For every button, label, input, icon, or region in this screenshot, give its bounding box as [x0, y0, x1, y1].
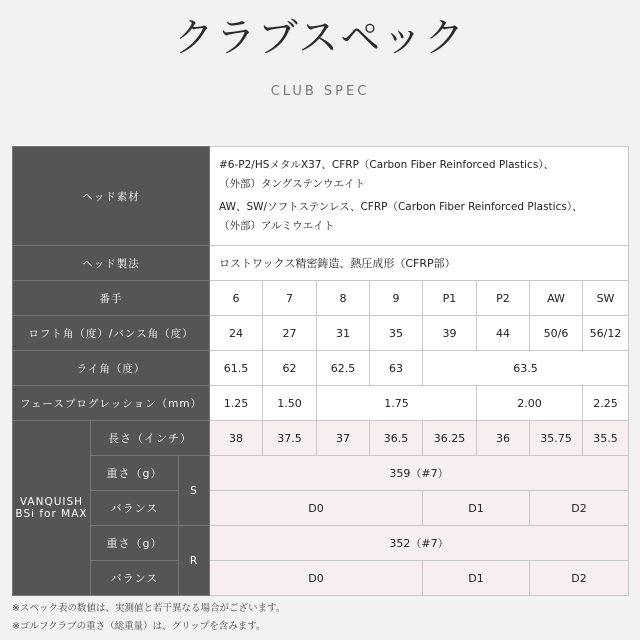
head-material-value	[210, 147, 629, 246]
face-progression-value: 1.25	[210, 386, 263, 421]
head-manufacturing-label: ヘッド製法	[13, 246, 210, 281]
club-number: 8	[317, 281, 370, 316]
r-weight-label: 重さ（g）	[91, 526, 179, 561]
loft-value: 35	[370, 316, 423, 351]
length-value: 36.25	[423, 421, 477, 456]
length-value: 36	[477, 421, 530, 456]
loft-value: 39	[423, 316, 477, 351]
page-title: クラブスペック	[173, 15, 467, 61]
row-lie-angle	[13, 351, 629, 386]
loft-value: 24	[210, 316, 263, 351]
row-r-weight	[13, 526, 629, 561]
loft-value: 50/6	[530, 316, 583, 351]
club-number: P1	[423, 281, 477, 316]
length-value: 35.75	[530, 421, 583, 456]
length-value: 38	[210, 421, 263, 456]
head-material-line2: （外部）タングステンウエイト	[219, 178, 365, 190]
footnote: ※ゴルフクラブの重さ（総重量）は、グリップを含みます。	[12, 621, 266, 632]
lie-value: 63	[370, 351, 423, 386]
loft-bounce-label: ロフト角（度）/バンス角（度）	[13, 316, 210, 351]
head-material-line1: #6-P2/HSメタルX37、CFRP（Carbon Fiber Reinforced Plastics）、	[219, 159, 555, 171]
flex-r-label: R	[179, 526, 210, 596]
s-weight-value: 359（#7）	[210, 456, 629, 491]
club-number: 9	[370, 281, 423, 316]
lie-value: 62.5	[317, 351, 370, 386]
length-label: 長さ（インチ）	[91, 421, 210, 456]
r-weight-value: 352（#7）	[210, 526, 629, 561]
r-balance-value: D1	[423, 561, 530, 596]
flex-s-label: S	[179, 456, 210, 526]
shaft-name	[13, 421, 91, 596]
face-progression-value: 2.00	[477, 386, 583, 421]
s-balance-value: D2	[530, 491, 629, 526]
r-balance-label: バランス	[91, 561, 179, 596]
row-head-material	[13, 147, 629, 246]
row-face-progression	[13, 386, 629, 421]
lie-value: 61.5	[210, 351, 263, 386]
row-club-numbers	[13, 281, 629, 316]
head-manufacturing-value: ロストワックス精密鋳造、熱圧成形（CFRP部）	[210, 246, 629, 281]
face-progression-value: 2.25	[583, 386, 629, 421]
face-progression-value: 1.50	[263, 386, 317, 421]
lie-value: 62	[263, 351, 317, 386]
club-number: SW	[583, 281, 629, 316]
lie-angle-label: ライ角（度）	[13, 351, 210, 386]
row-s-balance	[13, 491, 629, 526]
head-material-line3: AW、SW/ソフトステンレス、CFRP（Carbon Fiber Reinforced Plastics）、	[219, 201, 583, 213]
loft-value: 44	[477, 316, 530, 351]
footnote: ※スペック表の数値は、実測値と若干異なる場合がございます。	[12, 603, 286, 614]
r-balance-value: D2	[530, 561, 629, 596]
length-value: 37.5	[263, 421, 317, 456]
face-progression-label: フェースプログレッション（mm）	[13, 386, 210, 421]
s-balance-label: バランス	[91, 491, 179, 526]
face-progression-value: 1.75	[317, 386, 477, 421]
length-value: 35.5	[583, 421, 629, 456]
s-balance-value: D1	[423, 491, 530, 526]
row-s-weight	[13, 456, 629, 491]
loft-value: 31	[317, 316, 370, 351]
length-value: 37	[317, 421, 370, 456]
page-subtitle: CLUB SPEC	[270, 84, 370, 99]
head-material-line4: （外部）アルミウエイト	[219, 220, 335, 232]
row-r-balance	[13, 561, 629, 596]
length-value: 36.5	[370, 421, 423, 456]
club-number: P2	[477, 281, 530, 316]
club-number: 7	[263, 281, 317, 316]
club-numbers-label: 番手	[13, 281, 210, 316]
r-balance-value: D0	[210, 561, 423, 596]
loft-value: 27	[263, 316, 317, 351]
row-head-manufacturing	[13, 246, 629, 281]
shaft-name-line2: BSi for MAX	[15, 508, 88, 520]
lie-value: 63.5	[423, 351, 629, 386]
club-number: 6	[210, 281, 263, 316]
club-number: AW	[530, 281, 583, 316]
s-weight-label: 重さ（g）	[91, 456, 179, 491]
s-balance-value: D0	[210, 491, 423, 526]
head-material-label: ヘッド素材	[13, 147, 210, 246]
spec-table	[12, 146, 629, 596]
row-loft-bounce	[13, 316, 629, 351]
row-shaft-length	[13, 421, 629, 456]
shaft-name-line1: VANQUISH	[19, 496, 84, 508]
loft-value: 56/12	[583, 316, 629, 351]
